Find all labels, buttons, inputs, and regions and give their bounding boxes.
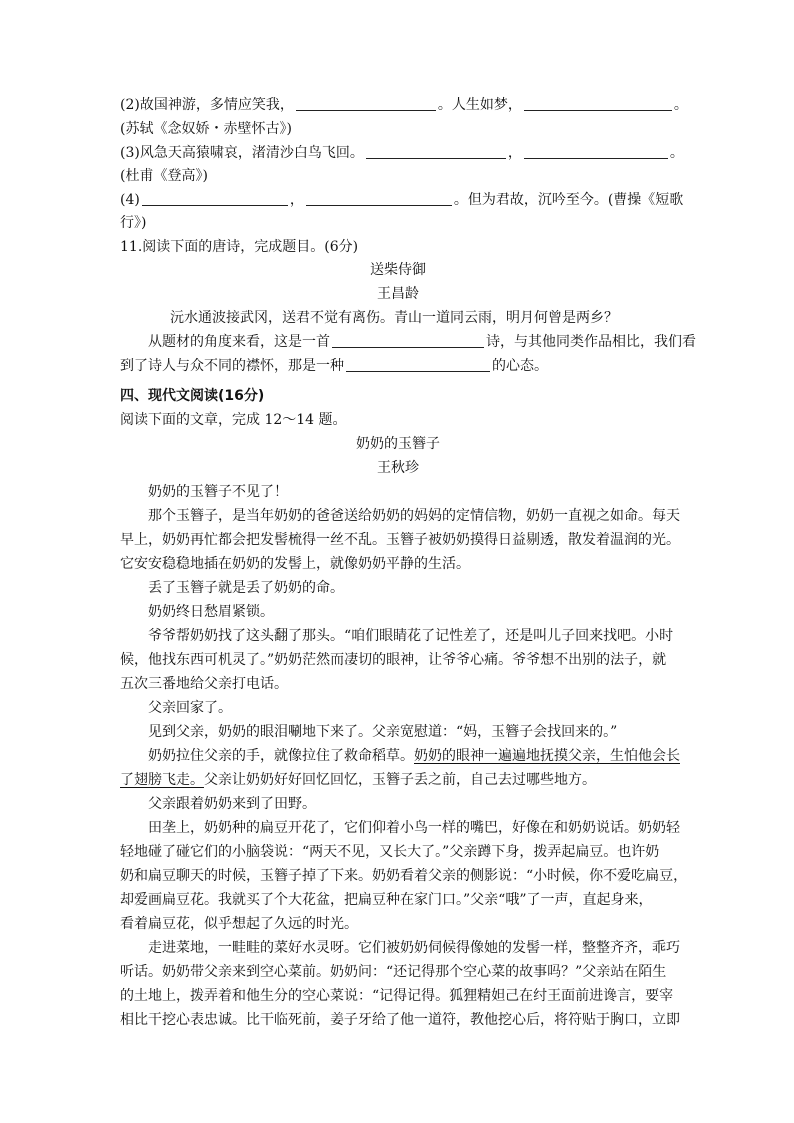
article-paragraph-cont: 轻地碰了碰它们的小脑袋说：“两天不见，又长大了。”父亲蹲下身，拨弄起扁豆。也许奶 (120, 844, 660, 860)
underlined-sentence: 奶奶的眼神一遍遍地抚摸父亲，生怕他会长 (414, 748, 680, 764)
q10-item4-line (120, 189, 684, 211)
article-paragraph-cont: 的土地上，拨弄着和他生分的空心菜说：“记得记得。狐狸精妲己在纣王面前进谗言，要宰 (120, 988, 674, 1004)
article-paragraph: 奶奶的玉簪子不见了！ (148, 484, 288, 500)
article-paragraph-cont: 早上，奶奶再忙都会把发髻梳得一丝不乱。玉簪子被奶奶摸得日益剔透，散发着温润的光。 (120, 532, 680, 548)
poem-author: 王昌龄 (377, 286, 419, 302)
q11-question-text: 从题材的角度来看，这是一首 (148, 334, 330, 350)
article-text: 奶奶拉住父亲的手，就像拉住了救命稻草。 (148, 748, 414, 764)
answer-blank[interactable] (366, 143, 506, 159)
article-paragraph: 那个玉簪子，是当年奶奶的爸爸送给奶奶的妈妈的定情信物，奶奶一直视之如命。每天 (148, 508, 680, 524)
article-paragraph-cont: 五次三番地给父亲打电话。 (120, 676, 288, 692)
q10-item2-line (120, 94, 688, 116)
article-paragraph-cont: 相比干挖心表忠诚。比干临死前，姜子牙给了他一道符，教他挖心后，将符贴于胸口，立即 (120, 1012, 680, 1028)
article-author: 王秋珍 (377, 460, 419, 476)
q10-item4-text: (4) (120, 192, 140, 208)
q10-item2-end: 。 (673, 97, 688, 113)
article-paragraph: 爷爷帮奶奶找了这头翻了那头。“咱们眼睛花了记性差了，还是叫儿子回来找吧。小时 (148, 628, 674, 644)
q10-item4-text-2: 。但为君故，沉吟至今。(曹操《短歌 (453, 192, 684, 208)
article-paragraph: 奶奶终日愁眉紧锁。 (148, 604, 274, 620)
article-paragraph (148, 745, 680, 767)
article-text: 父亲让奶奶好好回忆回忆，玉簪子丢之前，自己去过哪些地方。 (204, 772, 596, 788)
answer-blank[interactable] (296, 95, 436, 111)
q10-item2-text: (2)故国神游，多情应笑我， (120, 97, 294, 113)
underlined-sentence-end: 了翅膀飞走。 (120, 772, 204, 788)
q11-question-text-2: 诗，与其他同类作品相比，我们看 (486, 334, 696, 350)
article-paragraph: 见到父亲，奶奶的眼泪唰地下来了。父亲宽慰道：“妈，玉簪子会找回来的。” (148, 724, 618, 740)
article-paragraph-cont: 候，他找东西可机灵了。”奶奶茫然而凄切的眼神，让爷爷心痛。爷爷想不出别的法子，就 (120, 652, 667, 668)
q10-item3-text: (3)风急天高猿啸哀，渚清沙白鸟飞回。 (120, 145, 364, 161)
article-paragraph: 丢了玉簪子就是丢了奶奶的命。 (148, 580, 344, 596)
answer-blank[interactable] (346, 356, 490, 372)
poem-text: 沅水通波接武冈，送君不觉有离伤。青山一道同云雨，明月何曾是两乡？ (170, 310, 618, 326)
article-paragraph: 田垄上，奶奶种的扁豆开花了，它们仰着小鸟一样的嘴巴，好像在和奶奶说话。奶奶轻 (148, 820, 680, 836)
q11-question-text-3: 到了诗人与众不同的襟怀，那是一种 (120, 358, 344, 374)
article-paragraph-cont: 却爱画扁豆花。我就买了个大花盆，把扁豆种在家门口。”父亲“哦”了一声，直起身来， (120, 892, 653, 908)
q10-item4-source: 行》) (120, 215, 147, 231)
article-title: 奶奶的玉簪子 (356, 436, 440, 452)
q10-item3-sep: ， (507, 145, 522, 161)
q11-question-text-4: 的心态。 (492, 358, 548, 374)
article-paragraph-cont: 看着扁豆花，似乎想起了久远的时光。 (120, 916, 358, 932)
q10-item2-text-2: 。人生如梦， (437, 97, 522, 113)
article-paragraph: 父亲跟着奶奶来到了田野。 (148, 796, 316, 812)
answer-blank[interactable] (524, 143, 668, 159)
q11-question-line-1 (148, 331, 696, 353)
q10-item3-line (120, 142, 684, 164)
poem-title: 送柴侍御 (370, 262, 426, 278)
article-paragraph-cont: 奶和扁豆聊天的时候，玉簪子掉了下来。奶奶看着父亲的侧影说：“小时候，你不爱吃扁豆， (120, 868, 688, 884)
answer-blank[interactable] (142, 190, 288, 206)
q10-item3-source: (杜甫《登高》) (120, 168, 208, 184)
article-paragraph: 父亲回家了。 (148, 700, 232, 716)
article-paragraph-cont: 听话。奶奶带父亲来到空心菜前。奶奶问：“还记得那个空心菜的故事吗？”父亲站在陌生 (120, 964, 667, 980)
q11-question-line-2 (120, 355, 676, 377)
article-paragraph-cont (120, 769, 676, 791)
q10-item3-end: 。 (669, 145, 684, 161)
answer-blank[interactable] (306, 190, 452, 206)
q10-item2-source: (苏轼《念奴娇・赤壁怀古》) (120, 121, 292, 137)
section-heading: 四、现代文阅读(16分) (120, 388, 265, 404)
section-intro: 阅读下面的文章，完成 12～14 题。 (120, 412, 347, 428)
answer-blank[interactable] (524, 95, 672, 111)
article-paragraph-cont: 它安安稳稳地插在奶奶的发髻上，就像奶奶平静的生活。 (120, 556, 470, 572)
answer-blank[interactable] (332, 332, 484, 348)
article-paragraph: 走进菜地，一畦畦的菜好水灵呀。它们被奶奶伺候得像她的发髻一样，整整齐齐，乖巧 (148, 940, 680, 956)
q11-title: 11.阅读下面的唐诗，完成题目。(6分) (120, 239, 359, 255)
q10-item4-sep: ， (289, 192, 304, 208)
